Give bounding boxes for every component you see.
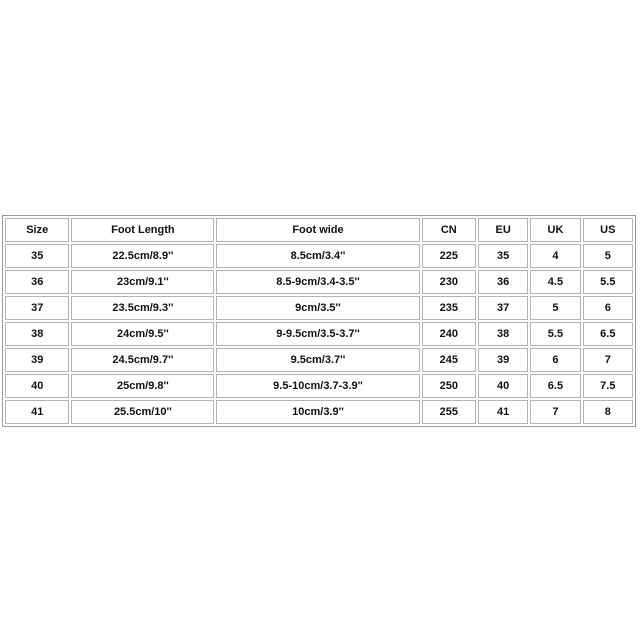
cell-eu: 36 [478, 270, 528, 294]
header-foot-length: Foot Length [71, 218, 214, 242]
cell-uk: 5.5 [530, 322, 580, 346]
cell-size: 36 [5, 270, 69, 294]
cell-us: 8 [583, 400, 633, 424]
cell-us: 5 [583, 244, 633, 268]
cell-size: 35 [5, 244, 69, 268]
cell-uk: 7 [530, 400, 580, 424]
table-row [5, 244, 633, 268]
cell-eu: 38 [478, 322, 528, 346]
cell-us: 7.5 [583, 374, 633, 398]
cell-us: 6.5 [583, 322, 633, 346]
table-row [5, 322, 633, 346]
cell-eu: 40 [478, 374, 528, 398]
size-chart-table [2, 215, 636, 427]
header-uk: UK [530, 218, 580, 242]
cell-us: 7 [583, 348, 633, 372]
table-row [5, 400, 633, 424]
cell-eu: 41 [478, 400, 528, 424]
cell-size: 40 [5, 374, 69, 398]
table-row [5, 270, 633, 294]
cell-cn: 240 [422, 322, 476, 346]
cell-foot-length: 24.5cm/9.7'' [71, 348, 214, 372]
cell-size: 38 [5, 322, 69, 346]
cell-size: 39 [5, 348, 69, 372]
cell-cn: 245 [422, 348, 476, 372]
cell-cn: 255 [422, 400, 476, 424]
table-row [5, 348, 633, 372]
cell-foot-length: 25cm/9.8'' [71, 374, 214, 398]
cell-size: 37 [5, 296, 69, 320]
cell-us: 6 [583, 296, 633, 320]
table-header-row [5, 218, 633, 242]
cell-foot-wide: 10cm/3.9'' [216, 400, 419, 424]
cell-cn: 225 [422, 244, 476, 268]
cell-cn: 235 [422, 296, 476, 320]
cell-foot-length: 22.5cm/8.9'' [71, 244, 214, 268]
cell-foot-wide: 9cm/3.5'' [216, 296, 419, 320]
cell-uk: 6 [530, 348, 580, 372]
cell-foot-length: 25.5cm/10'' [71, 400, 214, 424]
cell-foot-wide: 9.5cm/3.7'' [216, 348, 419, 372]
cell-foot-wide: 9-9.5cm/3.5-3.7'' [216, 322, 419, 346]
cell-foot-wide: 8.5-9cm/3.4-3.5'' [216, 270, 419, 294]
header-eu: EU [478, 218, 528, 242]
cell-foot-length: 23.5cm/9.3'' [71, 296, 214, 320]
cell-eu: 37 [478, 296, 528, 320]
header-size: Size [5, 218, 69, 242]
cell-eu: 35 [478, 244, 528, 268]
cell-uk: 4.5 [530, 270, 580, 294]
header-cn: CN [422, 218, 476, 242]
header-foot-wide: Foot wide [216, 218, 419, 242]
cell-size: 41 [5, 400, 69, 424]
cell-us: 5.5 [583, 270, 633, 294]
table-row [5, 296, 633, 320]
cell-foot-length: 23cm/9.1'' [71, 270, 214, 294]
cell-cn: 230 [422, 270, 476, 294]
cell-eu: 39 [478, 348, 528, 372]
cell-foot-length: 24cm/9.5'' [71, 322, 214, 346]
cell-foot-wide: 8.5cm/3.4'' [216, 244, 419, 268]
cell-uk: 5 [530, 296, 580, 320]
cell-cn: 250 [422, 374, 476, 398]
header-us: US [583, 218, 633, 242]
cell-uk: 6.5 [530, 374, 580, 398]
cell-uk: 4 [530, 244, 580, 268]
table-row [5, 374, 633, 398]
cell-foot-wide: 9.5-10cm/3.7-3.9'' [216, 374, 419, 398]
